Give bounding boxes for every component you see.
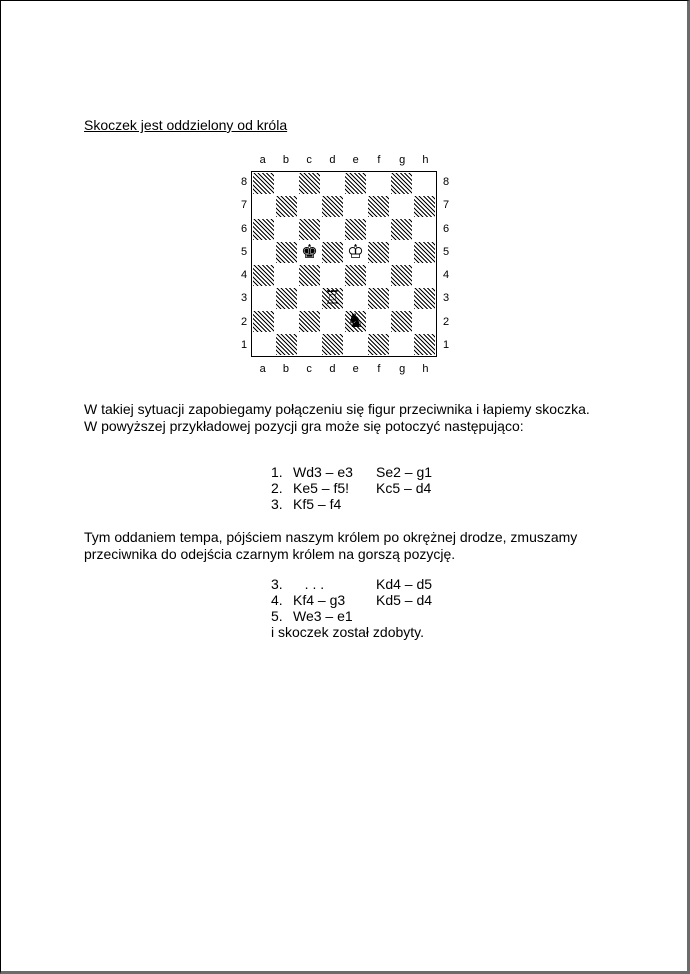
square-h8 [413,172,436,195]
white-king-icon: ♔ [346,241,365,263]
square-b4 [275,264,298,287]
square-h2 [413,310,436,333]
square-b8 [275,172,298,195]
file-label: e [352,363,359,375]
square-e7 [344,195,367,218]
square-h1 [414,334,435,355]
square-d5 [322,242,343,263]
square-d3 [322,288,343,309]
paragraph-line: W takiej sytuacji zapobiegamy połączeniu się figur przeciwnika i łapiemy skoczka. [84,401,590,417]
file-label: b [282,363,289,375]
rank-label: 4 [442,269,450,281]
rank-label: 3 [442,292,450,305]
square-f2 [367,310,390,333]
square-c5 [298,241,321,264]
paragraph-intro [84,401,590,435]
square-e1 [344,333,367,356]
rank-label: 1 [240,338,248,351]
square-f1 [368,334,389,355]
white-move: . . . [293,576,325,592]
move-list-1 [271,464,456,512]
paragraph-tempo [84,529,577,563]
black-move: Kc5 – d4 [376,480,432,496]
white-move: We3 – e1 [293,608,353,624]
square-c1 [298,333,321,356]
move-row [271,496,456,512]
move-number: 3. [271,576,283,592]
file-label: h [422,154,429,166]
rank-label: 1 [442,338,450,351]
move-row [271,480,456,496]
square-g5 [390,241,413,264]
square-a3 [252,287,275,310]
square-c2 [299,311,320,332]
file-label: d [329,154,336,166]
square-c4 [299,265,320,286]
square-g3 [390,287,413,310]
file-labels-top [251,153,437,167]
square-b5 [276,242,297,263]
file-label: f [377,363,381,375]
black-move [376,496,456,512]
square-f7 [368,196,389,217]
square-c3 [298,287,321,310]
black-move: Kd4 – d5 [376,576,433,592]
rank-label: 8 [442,176,450,188]
square-h7 [414,196,435,217]
file-label: g [399,363,406,375]
move-list-2 [271,576,456,640]
move-row [271,592,456,608]
rank-label: 2 [442,315,450,328]
paragraph-line: Tym oddaniem tempa, pójściem naszym królem po okrężnej drodze, zmuszamy [84,529,578,545]
white-move: Wd3 – e3 [293,464,353,480]
square-g8 [391,173,412,194]
square-d4 [321,264,344,287]
paragraph-line: W powyższej przykładowej pozycji gra może się potoczyć następująco: [84,418,524,434]
rank-label: 2 [240,315,248,328]
square-e3 [344,287,367,310]
square-h6 [413,218,436,241]
square-d8 [321,172,344,195]
rank-label: 6 [240,222,248,235]
file-label: c [306,363,312,375]
white-move: Kf5 – f4 [293,496,342,512]
file-label: h [422,363,429,375]
black-king-icon: ♚ [300,241,319,263]
black-move: Se2 – g1 [376,464,433,480]
move-number: 1. [271,464,283,480]
rank-label: 5 [240,245,248,258]
move-number: 5. [271,608,283,624]
white-move: Ke5 – f5! [293,480,350,496]
square-b2 [275,310,298,333]
square-g7 [390,195,413,218]
rank-label: 4 [240,269,248,281]
black-move [376,608,456,624]
square-e5 [344,241,367,264]
square-g6 [391,219,412,240]
square-a7 [252,195,275,218]
square-c6 [299,219,320,240]
square-d2 [321,310,344,333]
black-move: Kd5 – d4 [376,592,433,608]
file-labels-bottom [251,362,437,376]
rank-label: 3 [240,292,248,305]
square-a6 [253,219,274,240]
square-h5 [414,242,435,263]
white-move: Kf4 – g3 [293,592,346,608]
rank-labels-right [439,171,453,357]
file-label: e [352,154,359,166]
file-label: g [399,154,406,166]
file-label: b [282,154,289,166]
square-f5 [368,242,389,263]
square-f4 [367,264,390,287]
square-b1 [276,334,297,355]
white-rook-icon: ♖ [323,287,342,309]
rank-label: 7 [240,199,248,212]
chessboard [251,171,437,357]
file-label: c [306,154,312,166]
black-knight-icon: ♞ [346,310,365,332]
square-g2 [391,311,412,332]
square-f8 [367,172,390,195]
move-number: 4. [271,592,283,608]
file-label: a [259,154,266,166]
square-a4 [253,265,274,286]
square-b7 [276,196,297,217]
paragraph-line: przeciwnika do odejścia czarnym królem na gorszą pozycję. [84,546,456,562]
move-row [271,608,456,624]
rank-label: 6 [442,222,450,235]
move-row [271,464,456,480]
square-e8 [345,173,366,194]
square-c7 [298,195,321,218]
file-label: d [329,363,336,375]
square-d7 [322,196,343,217]
square-b6 [275,218,298,241]
move-number: 2. [271,480,283,496]
square-c8 [299,173,320,194]
square-f3 [368,288,389,309]
rank-label: 8 [240,176,248,188]
square-e4 [345,265,366,286]
square-d6 [321,218,344,241]
square-a1 [252,333,275,356]
rank-label: 7 [442,199,450,212]
rank-labels-left [237,171,251,357]
file-label: f [377,154,381,166]
square-a5 [252,241,275,264]
move-number: 3. [271,496,283,512]
square-a8 [253,173,274,194]
square-h3 [414,288,435,309]
section-heading: Skoczek jest oddzielony od króla [84,117,288,133]
square-b3 [276,288,297,309]
move-row [271,576,456,592]
square-a2 [253,311,274,332]
square-g1 [390,333,413,356]
square-f6 [367,218,390,241]
file-label: a [259,363,266,375]
square-h4 [413,264,436,287]
rank-label: 5 [442,245,450,258]
conclusion-text: i skoczek został zdobyty. [271,624,425,640]
square-e2 [345,311,366,332]
chess-diagram [233,151,463,381]
square-g4 [391,265,412,286]
square-d1 [322,334,343,355]
square-e6 [345,219,366,240]
